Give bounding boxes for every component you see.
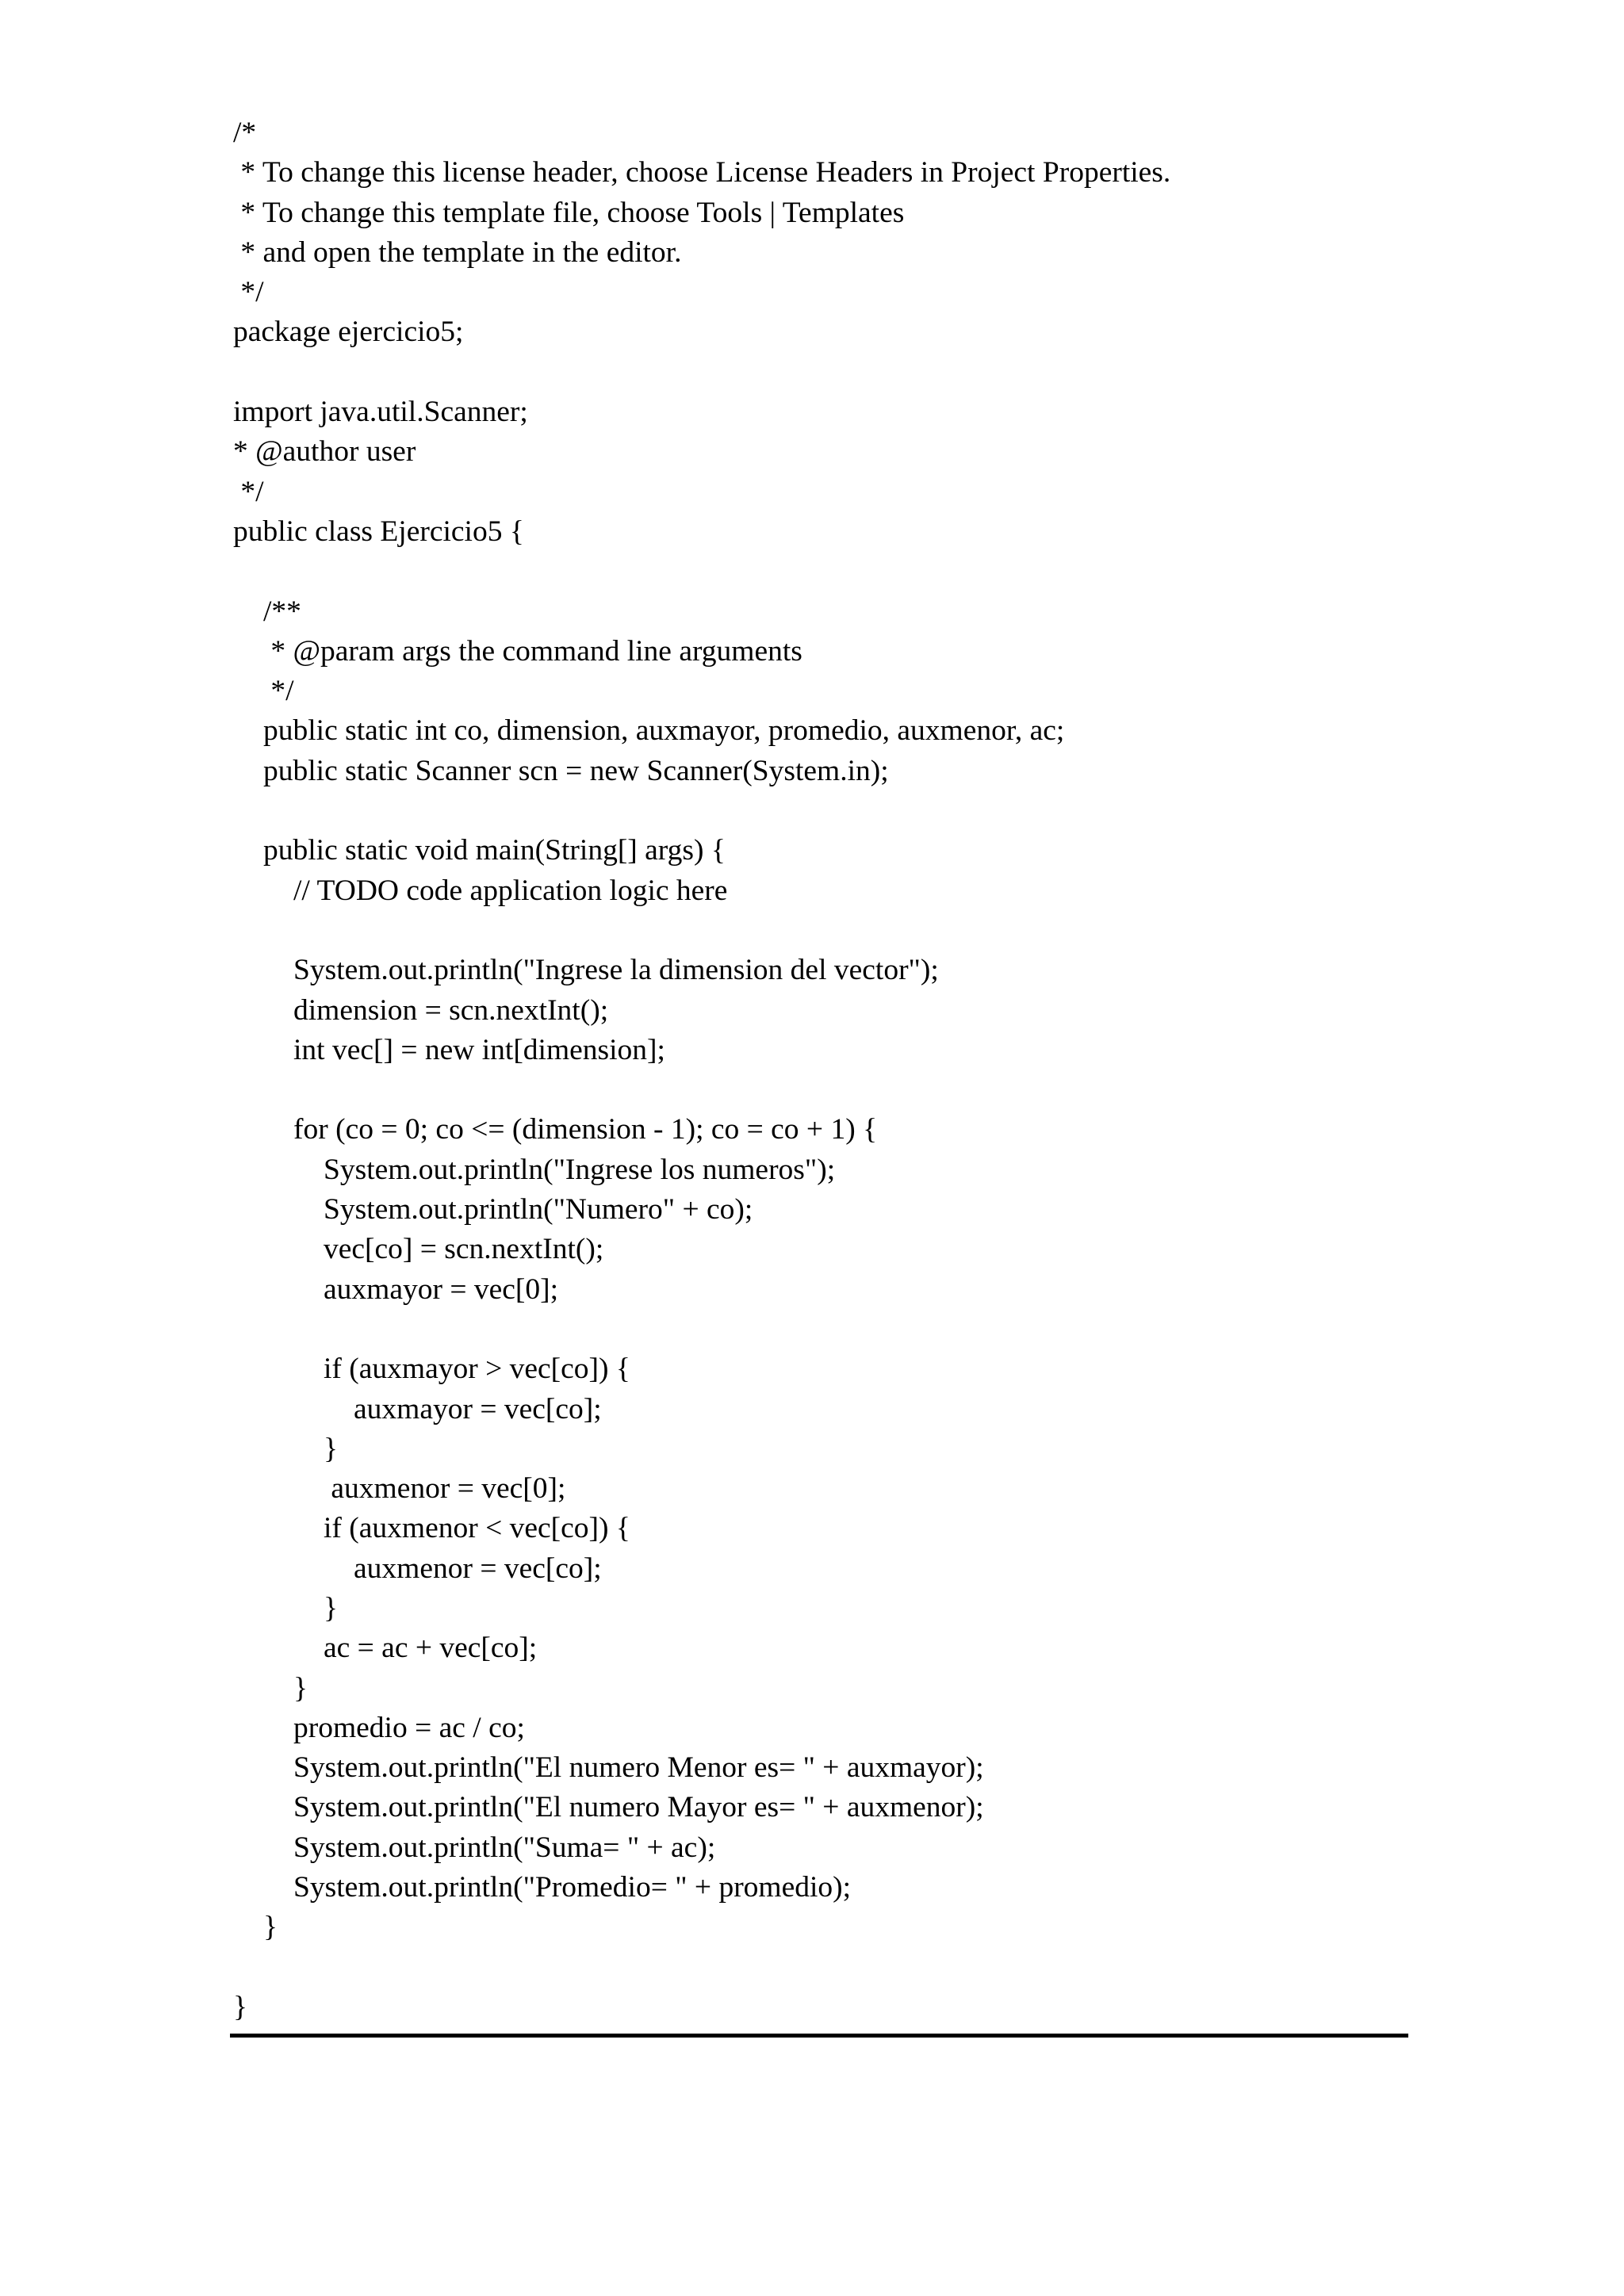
code-line-text: public static int co, dimension, auxmayor, promedio, auxmenor, ac; [263,714,1065,748]
code-line-text: System.out.println("Promedio= " + promedio); [293,1871,852,1904]
code-line-text: System.out.println("El numero Mayor es= " + auxmenor); [293,1791,984,1824]
code-line-text: dimension = scn.nextInt(); [293,993,609,1027]
code-line-text: auxmenor = vec[co]; [354,1552,602,1585]
code-line-text: } [263,1911,278,1944]
code-line-text: * and open the template in the editor. [233,235,682,269]
code-line-text: if (auxmenor < vec[co]) { [324,1512,630,1545]
code-line-text: } [293,1671,308,1705]
code-line-text: System.out.println("Ingrese los numeros"); [324,1153,836,1186]
code-line-text: auxmayor = vec[0]; [324,1272,559,1306]
code-line-text: vec[co] = scn.nextInt(); [324,1233,604,1266]
code-line-text: public class Ejercicio5 { [233,515,524,548]
code-line-text: // TODO code application logic here [293,874,728,907]
bottom-horizontal-rule [230,2034,1408,2038]
code-line-text: System.out.println("El numero Menor es= " + auxmayor); [293,1751,984,1785]
code-line-text: int vec[] = new int[dimension]; [293,1033,665,1066]
code-line-text: System.out.println("Suma= " + ac); [293,1831,716,1864]
code-line-text: } [324,1591,338,1624]
code-line-text: */ [233,276,264,309]
code-line-text: * @param args the command line arguments [263,634,802,668]
code-line-text: promedio = ac / co; [293,1711,525,1744]
code-line-text: } [233,1990,247,2023]
code-line-text: * @author user [233,435,416,469]
code-line-text: public static void main(String[] args) { [263,834,726,867]
code-line-text: * To change this template file, choose Tools | Templates [233,196,905,229]
code-line-text: auxmenor = vec[0]; [324,1472,566,1506]
code-line-text: import java.util.Scanner; [233,396,528,429]
code-line-text: package ejercicio5; [233,316,464,349]
code-line-text: * To change this license header, choose License Headers in Project Properties. [233,156,1171,189]
code-line-text: /* [233,117,257,149]
code-line-text: ac = ac + vec[co]; [324,1632,538,1665]
code-line-text: public static Scanner scn = new Scanner(System.in); [263,754,889,787]
code-line-text: auxmayor = vec[co]; [354,1392,602,1425]
code-line-text: System.out.println("Ingrese la dimension del vector"); [293,954,939,987]
code-line-text: /** [263,595,301,628]
code-line-text: */ [233,475,264,508]
code-line-text: if (auxmayor > vec[co]) { [324,1353,630,1386]
code-line-text: */ [263,675,294,708]
code-line-text: for (co = 0; co <= (dimension - 1); co = co + 1) { [293,1113,878,1146]
code-line-text: System.out.println("Numero" + co); [324,1193,753,1226]
code-line-text: } [324,1432,338,1465]
